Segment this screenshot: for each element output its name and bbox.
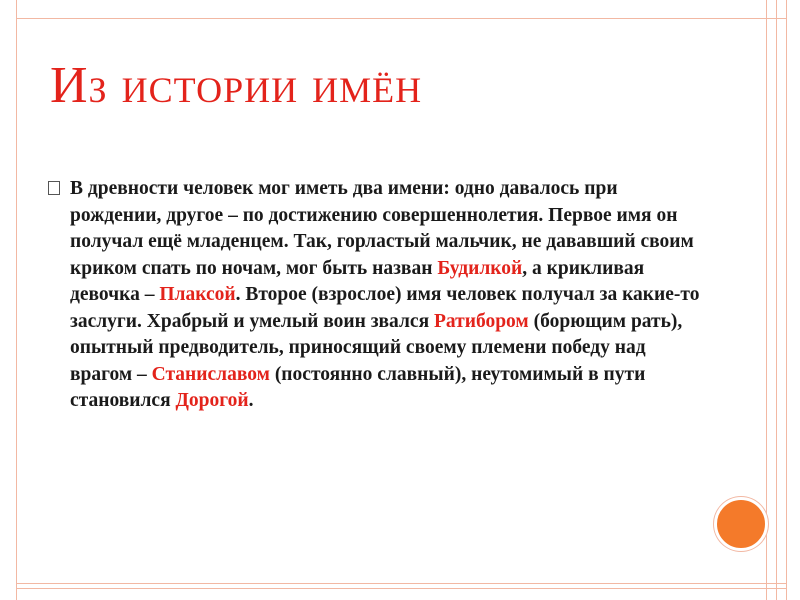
highlighted-name: Будилкой <box>437 257 523 279</box>
frame-line-right <box>766 0 767 600</box>
text-segment: , а крикливая девочка – <box>70 257 645 305</box>
frame-line-bottom <box>16 583 786 584</box>
slide-content <box>48 176 708 415</box>
frame-line-right <box>786 0 787 600</box>
frame-line-right <box>776 0 777 600</box>
frame-line-bottom <box>16 588 786 589</box>
frame-line-top <box>16 18 786 19</box>
text-segment: . <box>248 390 254 411</box>
highlighted-name: Плаксой <box>159 284 236 305</box>
text-segment: (борющим рать), опытный предводитель, приносящий своему племени победу над врагом – <box>70 310 683 385</box>
body-paragraph <box>70 176 700 415</box>
text-segment: В древности человек мог иметь два имени: одно давалось при рождении, другое – по достижению совершеннолетия. Первое имя он получал ещё младенцем. Так, горластый мальчик, не дававший своим криком спать по ночам, мог быть назван <box>70 178 694 279</box>
frame-line-left <box>16 0 17 600</box>
highlighted-name: Ратибором <box>434 310 529 332</box>
bullet-item <box>48 176 708 415</box>
text-segment: (постоянно славный), неутомимый в пути становился <box>70 363 646 411</box>
text-segment: . Второе (взрослое) имя человек получал за какие-то заслуги. Храбрый и умелый воин звался <box>70 284 700 332</box>
orange-circle-icon <box>714 497 768 551</box>
highlighted-name: Дорогой <box>175 390 249 411</box>
square-bullet-icon <box>48 181 60 195</box>
highlighted-name: Станиславом <box>151 363 270 385</box>
slide-title: Из истории имён <box>50 57 423 114</box>
